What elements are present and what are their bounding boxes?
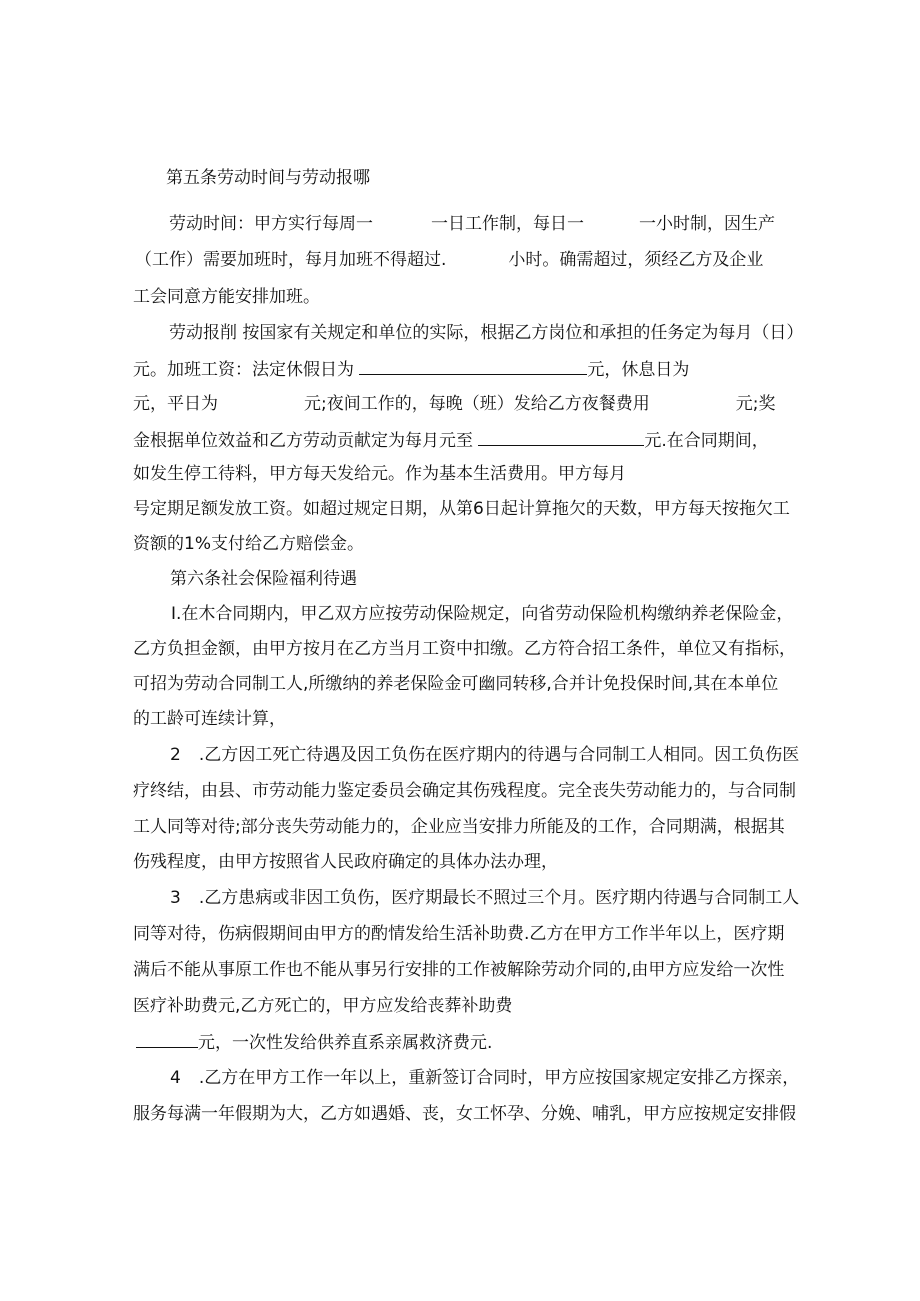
- paragraph-line: 同等对待，伤病假期间由甲方的酌情发给生活补助费.乙方在甲方工作半年以上，医疗期: [133, 924, 785, 944]
- fill-in-blank[interactable]: [478, 427, 644, 446]
- paragraph-line: 元，一次性发给供养直系亲属救济费元.: [136, 1029, 492, 1055]
- paragraph-line: 如发生停工待料，甲方每天发给元。作为基本生活费用。甲方每月: [133, 464, 626, 484]
- paragraph-line: （工作）需要加班时，每月加班不得超过. 小时。确需超过，须经乙方及企业: [135, 250, 764, 270]
- fill-in-blank[interactable]: [136, 1029, 198, 1048]
- paragraph-line: 工会同意方能安排加班。: [133, 287, 320, 307]
- paragraph-line: 劳动报削 按国家有关规定和单位的实际，根据乙方岗位和承担的任务定为每月（日）: [169, 323, 804, 343]
- section-heading-6: 第六条社会保险福利待遇: [170, 569, 357, 589]
- paragraph-line: 医疗补助费元,乙方死亡的，甲方应发给丧葬补助费: [133, 996, 513, 1016]
- fill-in-blank[interactable]: [359, 356, 587, 375]
- section-heading-5: 第五条劳动时间与劳动报哪: [166, 168, 370, 188]
- paragraph-line: 满后不能从事原工作也不能从事另行安排的工作被解除劳动介同的,由甲方应发给一次性: [133, 960, 785, 980]
- paragraph-line: 金根据单位效益和乙方劳动贡献定为每月元至 元.在合同期间，: [133, 427, 769, 453]
- paragraph-line: 资额的1%支付给乙方赔偿金。: [133, 534, 364, 554]
- paragraph-line: 的工龄可连续计算，: [133, 709, 286, 729]
- paragraph-line: 号定期足额发放工资。如超过规定日期，从第6日起计算拖欠的天数，甲方每天按拖欠工: [133, 499, 790, 519]
- paragraph-line: 可招为劳动合同制工人,所缴纳的养老保险金可幽同转移,合并计免投保时间,其在本单位: [133, 674, 779, 694]
- paragraph-line: 劳动时间：甲方实行每周一 一日工作制，每日一 一小时制，因生产: [169, 214, 775, 234]
- paragraph-line: 伤残程度，由甲方按照省人民政府确定的具体办法办理，: [133, 852, 558, 872]
- paragraph-line: 3 .乙方患病或非因工负伤，医疗期最长不照过三个月。医疗期内待遇与合同制工人: [170, 888, 800, 908]
- paragraph-line: 服务每满一年假期为大，乙方如遇婚、丧，女工怀孕、分娩、哺乳，甲方应按规定安排假: [133, 1104, 796, 1124]
- paragraph-line: 乙方负担金额，由甲方按月在乙方当月工资中扣缴。乙方符合招工条件，单位又有指标，: [133, 639, 796, 659]
- paragraph-line: 工人同等对待;部分丧失劳动能力的，企业应当安排力所能及的工作，合同期满，根据其: [133, 817, 785, 837]
- paragraph-line: 2 .乙方因工死亡待遇及因工负伤在医疗期内的待遇与合同制工人相同。因工负伤医: [170, 745, 800, 765]
- paragraph-line: I.在木合同期内，甲乙双方应按劳动保险规定，向省劳动保险机构缴纳养老保险金，: [171, 604, 794, 624]
- paragraph-line: 疗终结，由县、市劳动能力鉴定委员会确定其伤残程度。完全丧失劳动能力的，与合同制: [133, 781, 796, 801]
- paragraph-line: 元，平日为 元;夜间工作的，每晚（班）发给乙方夜餐费用 元;奖: [133, 394, 776, 414]
- paragraph-line: 4 .乙方在甲方工作一年以上，重新签订合同时，甲方应按国家规定安排乙方探亲，: [170, 1068, 800, 1088]
- paragraph-line: 元。加班工资：法定休假日为 元，休息日为: [133, 356, 689, 382]
